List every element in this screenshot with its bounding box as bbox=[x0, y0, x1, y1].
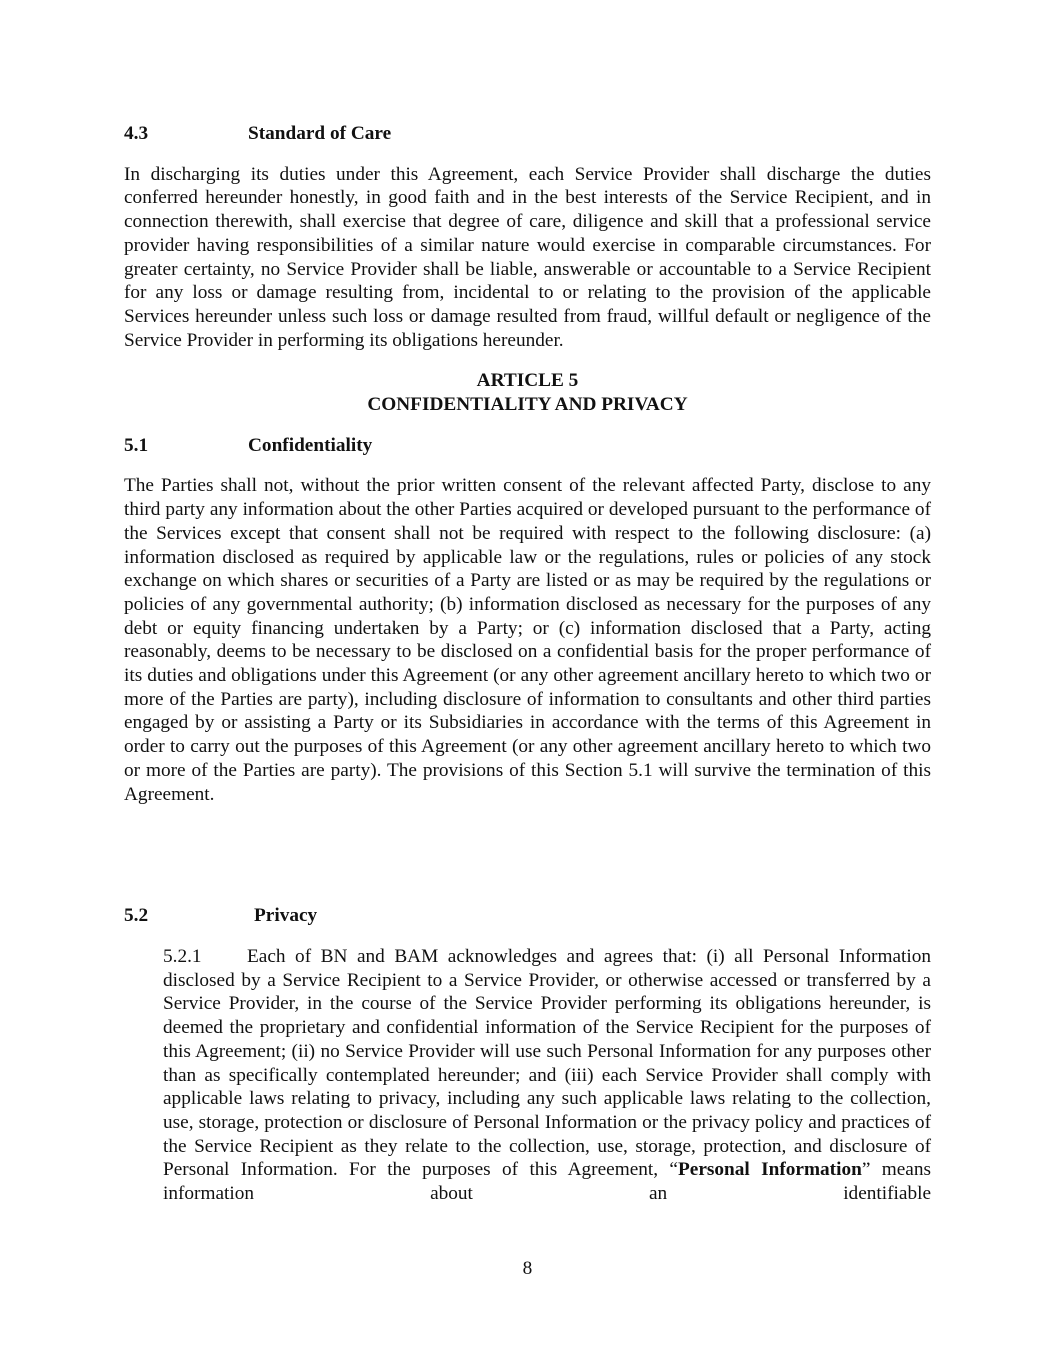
article-number: ARTICLE 5 bbox=[476, 370, 579, 392]
section-title: Standard of Care bbox=[248, 123, 392, 144]
section-title: Confidentiality bbox=[248, 434, 373, 456]
article-heading bbox=[124, 369, 931, 416]
subsection-text-before: Each of BN and BAM acknowledges and agrees that: (i) all Personal Information disclosed by a Service Recipient to a Service Provider, or otherwise accessed or transferred by a Service Provider, in the course of the Service Provider performing its obligations hereunder, is deemed the proprietary and confidential information of the Service Recipient for the purposes of this Agreement; (ii) no Service Provider will use such Personal Information for any purposes other than as specifically contemplated hereunder; and (iii) each Service Provider shall comply with applicable laws relating to privacy, including any such applicable laws relating to the collection, use, storage, protection or disclosure of Personal Information or the privacy policy and practices of the Service Recipient as they relate to the collection, use, storage, protection, and disclosure of Personal Information. For the purposes of this Agreement, “ bbox=[163, 945, 931, 1181]
subsection-text-after: ” means information about an identifiable bbox=[163, 1159, 931, 1205]
section-number: 4.3 bbox=[124, 123, 149, 144]
document-page bbox=[124, 122, 931, 1206]
section-4-3-heading bbox=[124, 122, 931, 146]
section-5-2-heading bbox=[124, 904, 931, 928]
section-5-1-heading bbox=[124, 434, 931, 458]
page-number: 8 bbox=[522, 1258, 533, 1279]
article-title: CONFIDENTIALITY AND PRIVACY bbox=[367, 394, 688, 416]
section-4-3-body: In discharging its duties under this Agreement, each Service Provider shall discharge the duties conferred hereunder honestly, in good faith and in the best interests of the Service Recipient, and in connection therewith, shall exercise that degree of care, diligence and skill that a professional service provider having responsibilities of a similar nature would exercise in comparable circumstances. For greater certainty, no Service Provider shall be liable, answerable or accountable to a Service Recipient for any loss or damage resulting from, incidental to or relating to the provision of the applicable Services hereunder unless such loss or damage resulted from fraud, willful default or negligence of the Service Provider in performing its obligations hereunder. bbox=[124, 163, 931, 351]
section-5-1-body: The Parties shall not, without the prior written consent of the relevant affected Party, disclose to any third party any information about the other Parties acquired or developed pursuant to the performance of the Services except that consent shall not be required with respect to the following disclosure: (a) information disclosed as required by applicable law or the regulations, rules or policies of any stock exchange on which shares or securities of a Party are listed or as may be required by the regulations or policies of any governmental authority; (b) information disclosed as necessary for the purposes of any debt or equity financing undertaken by a Party; or (c) information disclosed that a Party, acting reasonably, deems to be necessary to be disclosed on a confidential basis for the proper performance of its duties and obligations under this Agreement (or any other agreement ancillary hereto to which two or more of the Parties are party), including disclosure of information to consultants and other third parties engaged by or assisting a Party or its Subsidiaries in accordance with the terms of this Agreement in order to carry out the purposes of this Agreement (or any other agreement ancillary hereto to which two or more of the Parties are party). The provisions of this Section 5.1 will survive the termination of this Agreement. bbox=[124, 475, 931, 805]
section-number: 5.2 bbox=[124, 905, 149, 927]
section-title: Privacy bbox=[254, 905, 318, 927]
subsection-number: 5.2.1 bbox=[163, 945, 202, 967]
subsection-5-2-1 bbox=[163, 945, 931, 1206]
section-number: 5.1 bbox=[124, 434, 149, 456]
defined-term: Personal Information bbox=[678, 1159, 862, 1181]
